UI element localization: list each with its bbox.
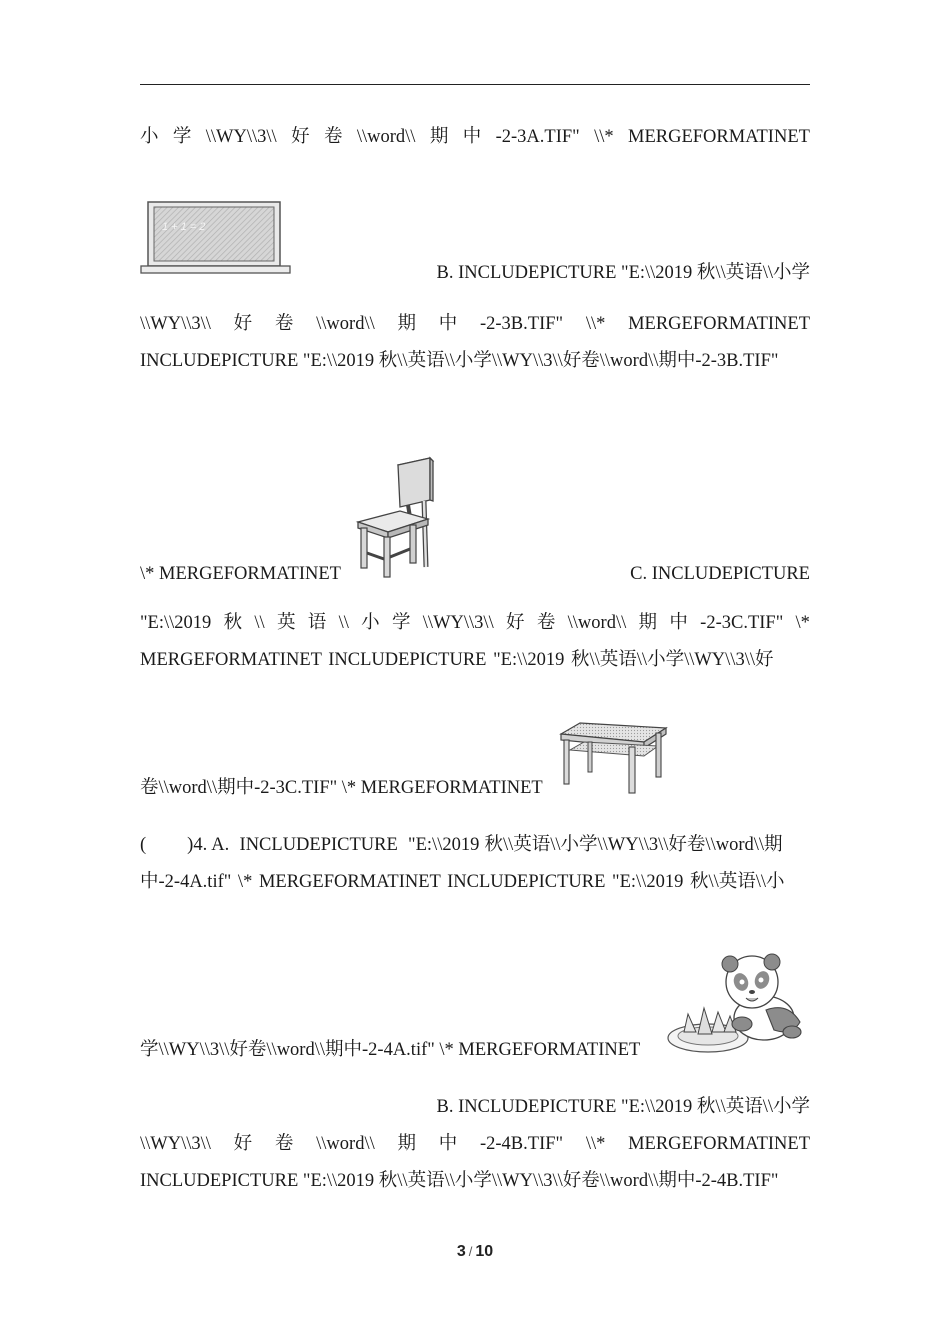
text-line-4: INCLUDEPICTURE "E:\\2019 秋\\英语\\小学\\WY\\3\\好卷\\word\\期中-2-3B.TIF"	[140, 351, 779, 371]
word: -2-3C.TIF"	[700, 613, 784, 633]
word: \\WY\\3\\	[140, 314, 211, 334]
text-line-7: MERGEFORMATINET INCLUDEPICTURE "E:\\2019 秋\\英语\\小学\\WY\\3\\好	[140, 650, 774, 670]
word: 期	[397, 314, 416, 334]
word: \\WY\\3\\	[422, 613, 494, 633]
word: 中	[669, 613, 688, 633]
word: 小	[140, 127, 159, 147]
text-line-5	[140, 563, 810, 585]
word: \\word\\	[316, 1134, 375, 1154]
word: MERGEFORMATINET	[628, 1134, 810, 1154]
word: "E:\\2019	[140, 613, 212, 633]
word: 卷	[323, 127, 343, 147]
page-total: 10	[475, 1243, 494, 1260]
word: \\	[338, 613, 349, 633]
text-line-10: 中-2-4A.tif" \* MERGEFORMATINET INCLUDEPICTURE "E:\\2019 秋\\英语\\小	[140, 872, 785, 892]
word: -2-4B.TIF"	[479, 1134, 564, 1154]
text-line-3	[140, 313, 810, 335]
word: \\WY\\3\\	[140, 1134, 211, 1154]
word: \\*	[585, 1134, 606, 1154]
page-current: 3	[456, 1243, 466, 1260]
word: \\	[254, 613, 265, 633]
text-line-13	[140, 1133, 810, 1155]
word: 语	[307, 613, 327, 633]
page-separator: /	[468, 1244, 473, 1259]
word: 卷	[274, 1134, 294, 1154]
word: 好	[291, 127, 310, 147]
text-line-11: 学\\WY\\3\\好卷\\word\\期中-2-4A.tif" \* MERGEFORMATINET	[140, 1040, 641, 1060]
text-line-8: 卷\\word\\期中-2-3C.TIF" \* MERGEFORMATINET	[140, 778, 543, 798]
chair-picture	[352, 455, 438, 579]
word: 好	[506, 613, 525, 633]
text-line-9: ( )4. A. INCLUDEPICTURE "E:\\2019 秋\\英语\\小学\\WY\\3\\好卷\\word\\期	[140, 835, 783, 855]
word: \\word\\	[356, 127, 416, 147]
text-line-14: INCLUDEPICTURE "E:\\2019 秋\\英语\\小学\\WY\\3\\好卷\\word\\期中-2-4B.TIF"	[140, 1171, 779, 1191]
text-line-2: B. INCLUDEPICTURE "E:\\2019 秋\\英语\\小学	[436, 263, 810, 283]
text-line-6	[140, 612, 810, 634]
word: 中	[438, 1134, 458, 1154]
word: 学	[172, 127, 192, 147]
word: \\*	[585, 314, 606, 334]
page-number	[0, 1243, 950, 1261]
word: \*	[795, 613, 810, 633]
text-line-1	[140, 126, 810, 148]
word: MERGEFORMATINET	[628, 127, 810, 147]
word: 好	[233, 1134, 253, 1154]
word: -2-3A.TIF"	[495, 127, 580, 147]
word: 期	[397, 1134, 416, 1154]
word: 小	[361, 613, 380, 633]
text-line-5-right: C. INCLUDEPICTURE	[630, 564, 810, 584]
word: 中	[462, 127, 482, 147]
word: 期	[638, 613, 658, 633]
word: 期	[429, 127, 449, 147]
blackboard-equation: 1 + 1 = 2	[162, 221, 206, 233]
word: 英	[276, 613, 296, 633]
word: 卷	[536, 613, 556, 633]
word: 好	[233, 314, 253, 334]
word: \\WY\\3\\	[205, 127, 277, 147]
word: 秋	[223, 613, 243, 633]
word: \\*	[594, 127, 614, 147]
header-rule	[140, 84, 810, 85]
word: 中	[438, 314, 458, 334]
word: \\word\\	[316, 314, 375, 334]
word: \\word\\	[567, 613, 627, 633]
word: MERGEFORMATINET	[628, 314, 810, 334]
text-line-12: B. INCLUDEPICTURE "E:\\2019 秋\\英语\\小学	[436, 1097, 810, 1117]
word: 学	[391, 613, 411, 633]
word: -2-3B.TIF"	[479, 314, 564, 334]
text-line-5-left: \* MERGEFORMATINET	[140, 564, 341, 584]
word: 卷	[274, 314, 294, 334]
